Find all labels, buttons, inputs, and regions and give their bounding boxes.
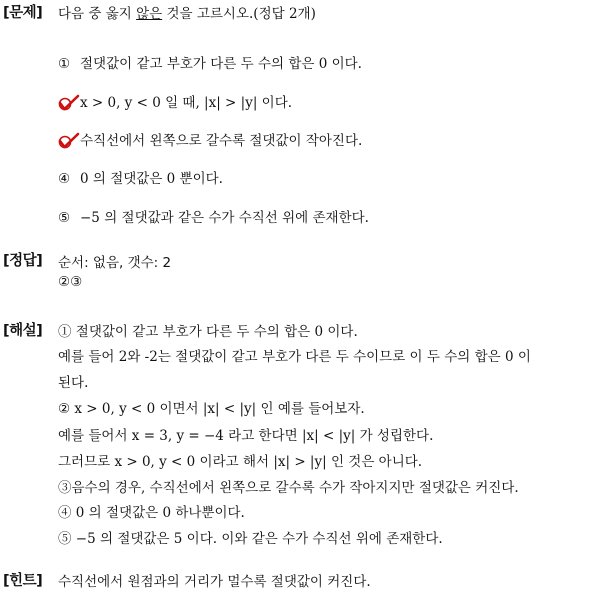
hint-tag: [힌트] <box>3 573 43 589</box>
explanation-tag: [해설] <box>3 323 43 339</box>
option-5-marker: ⑤ <box>58 210 71 226</box>
option-4[interactable] <box>58 167 223 187</box>
explanation-line: 그러므로 x > 0, y < 0 이라고 해서 |x| > |y| 인 것은 아니다. <box>58 454 423 470</box>
explanation-line: ⑤ −5 의 절댓값은 5 이다. 이와 같은 수가 수직선 위에 존재한다. <box>58 531 443 547</box>
option-1-marker: ① <box>58 56 71 72</box>
option-2-text: x > 0, y < 0 일 때, |x| > |y| 이다. <box>80 95 293 111</box>
explanation-line: ④ 0 의 절댓값은 0 하나뿐이다. <box>58 505 245 521</box>
option-4-marker: ④ <box>58 171 71 187</box>
option-2[interactable] <box>58 91 292 111</box>
explanation-line: 예를 들어서 x = 3, y = −4 라고 한다면 |x| < |y| 가 성립한다. <box>58 428 434 444</box>
underlined-word: 않은 <box>136 6 163 22</box>
option-1[interactable] <box>58 52 362 72</box>
option-5[interactable] <box>58 206 369 226</box>
explanation-line: ① 절댓값이 같고 부호가 다른 두 수의 합은 0 이다. <box>58 324 358 340</box>
option-5-text: −5 의 절댓값과 같은 수가 수직선 위에 존재한다. <box>80 210 369 226</box>
answer-tag: [정답] <box>3 253 43 269</box>
question-prompt: 다음 중 옳지 않은 것을 고르시오.(정답 2개) <box>58 6 316 22</box>
option-3[interactable] <box>58 129 362 149</box>
hint-text: 수직선에서 원점과의 거리가 멀수록 절댓값이 커진다. <box>58 574 371 590</box>
explanation-line: 된다. <box>58 375 89 391</box>
explanation-line: ② x > 0, y < 0 이면서 |x| < |y| 인 예를 들어보자. <box>58 401 365 417</box>
option-3-text: 수직선에서 왼쪽으로 갈수록 절댓값이 작아진다. <box>80 133 363 149</box>
explanation-line: 예를 들어 2와 -2는 절댓값이 같고 부호가 다른 두 수이므로 이 두 수의 합은 0 이 <box>58 349 531 365</box>
question-tag: [문제] <box>3 5 43 21</box>
explanation-line: ③음수의 경우, 수직선에서 왼쪽으로 갈수록 수가 작아지지만 절댓값은 커진다. <box>58 480 519 496</box>
answer-choices: ②③ <box>58 274 83 290</box>
option-1-text: 절댓값이 같고 부호가 다른 두 수의 합은 0 이다. <box>80 56 362 72</box>
answer-order-count: 순서: 없음, 갯수: 2 <box>58 255 172 271</box>
option-4-text: 0 의 절댓값은 0 뿐이다. <box>80 171 223 187</box>
